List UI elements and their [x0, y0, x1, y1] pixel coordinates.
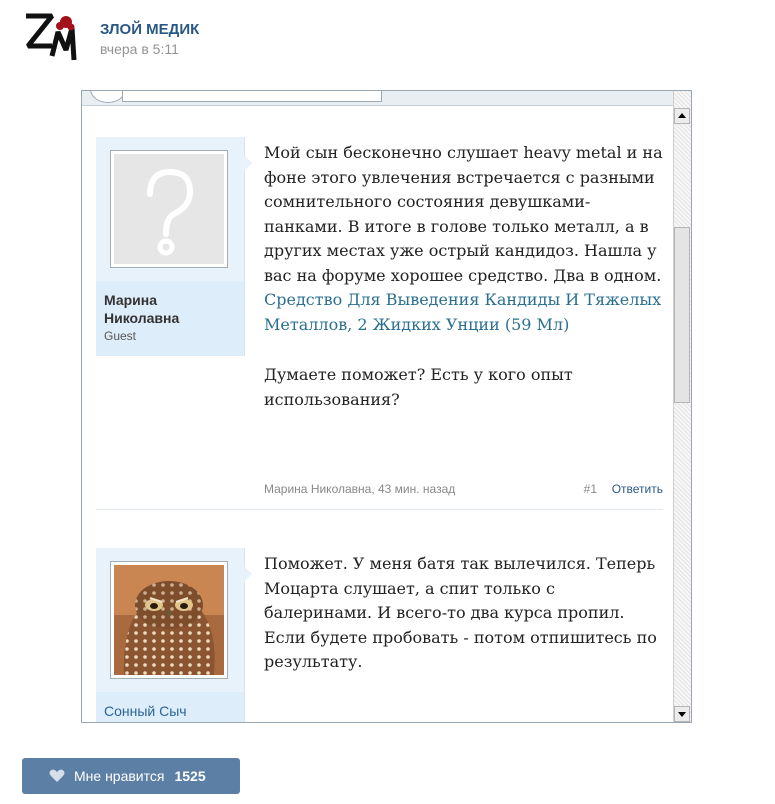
user-info — [96, 281, 244, 356]
post-time[interactable]: вчера в 5:11 — [100, 41, 179, 57]
post-body — [264, 552, 663, 701]
heart-icon — [49, 769, 65, 783]
forum-post — [96, 548, 663, 723]
post-text: Мой сын бесконечно слушает heavy metal и на фоне этого увлечения встречается с разными сомнительного состояния девушками-панками. В итоге в голове только металл, а в других местах уже острый кандидоз. Нашла у вас на форуме хорошее средство. Два в одном. — [264, 143, 663, 285]
post-meta — [264, 482, 663, 496]
user-card — [96, 548, 245, 723]
product-link[interactable]: Средство Для Выведения Кандиды И Тяжелых Металлов, 2 Жидких Унции (59 Мл) — [264, 290, 662, 334]
post-author-time: Марина Николавна, 43 мин. назад — [264, 482, 456, 496]
like-label: Мне нравится — [74, 768, 165, 784]
question-mark-icon — [114, 154, 224, 264]
owl-icon — [114, 565, 224, 675]
user-info — [96, 692, 244, 723]
like-button[interactable] — [22, 758, 240, 794]
author-name[interactable]: ЗЛОЙ МЕДИК — [100, 21, 200, 38]
scroll-thumb[interactable] — [674, 227, 690, 403]
like-count: 1525 — [174, 768, 206, 784]
post-body — [264, 141, 663, 438]
reply-link[interactable]: Ответить — [611, 482, 663, 496]
post-number[interactable]: #1 — [583, 482, 597, 496]
user-name[interactable]: Марина Николавна — [104, 292, 180, 326]
community-logo-icon[interactable] — [22, 10, 80, 66]
search-field — [122, 90, 382, 102]
search-circle — [90, 90, 126, 103]
post-text: Поможет. У меня батя так вылечился. Теперь Моцарта слушает, а спит только с балеринами. И всего-то два курса пропил. Если будете пробовать - потом отпишитесь по результату. — [264, 554, 657, 671]
forum-post — [96, 137, 663, 510]
user-card — [96, 137, 245, 356]
scrollbar[interactable] — [673, 91, 691, 722]
user-role: Guest — [104, 329, 137, 343]
forum-screenshot — [81, 90, 692, 723]
avatar — [110, 561, 228, 679]
forum-top-bar — [82, 91, 674, 106]
post-question: Думаете поможет? Есть у кого опыт использования? — [264, 365, 573, 409]
scroll-down-icon[interactable] — [674, 706, 690, 722]
user-name[interactable]: Сонный Сыч — [104, 703, 187, 719]
scroll-up-icon[interactable] — [674, 108, 690, 124]
avatar — [110, 150, 228, 268]
